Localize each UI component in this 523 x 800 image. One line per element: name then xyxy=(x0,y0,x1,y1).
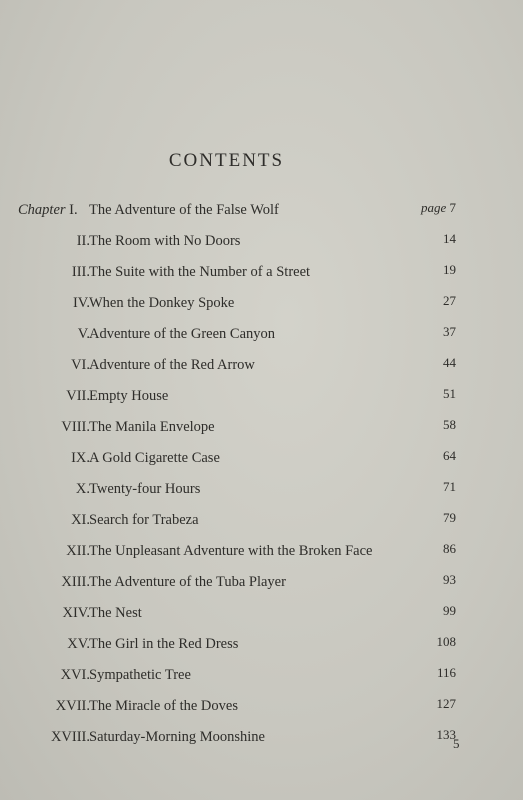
chapter-page: 127 xyxy=(436,696,456,711)
chapter-page: 58 xyxy=(443,417,456,432)
toc-entry xyxy=(0,260,523,291)
chapter-title: Sympathetic Tree xyxy=(89,667,191,683)
chapter-number: IV. xyxy=(72,295,90,311)
chapter-title: Saturday-Morning Moonshine xyxy=(89,729,265,745)
chapter-number xyxy=(18,198,78,222)
chapter-page: 99 xyxy=(443,603,456,618)
chapter-number: XVII. xyxy=(55,698,90,714)
chapter-page: 51 xyxy=(443,386,456,401)
chapter-page: 37 xyxy=(443,324,456,339)
chapter-title: When the Donkey Spoke xyxy=(89,295,235,311)
chapter-title: The Suite with the Number of a Street xyxy=(89,264,311,280)
chapter-title: Adventure of the Green Canyon xyxy=(89,326,276,342)
toc-entry xyxy=(0,477,523,508)
chapter-title: The Adventure of the False Wolf xyxy=(89,202,279,218)
table-of-contents xyxy=(0,198,523,756)
toc-entry xyxy=(0,508,523,539)
chapter-title: A Gold Cigarette Case xyxy=(89,450,220,466)
chapter-number: II. xyxy=(76,233,90,249)
chapter-number: XV. xyxy=(67,636,90,652)
chapter-title: The Adventure of the Tuba Player xyxy=(89,574,286,590)
toc-entry xyxy=(0,291,523,322)
chapter-page: 86 xyxy=(443,541,456,556)
chapter-title: The Unpleasant Adventure with the Broken Face xyxy=(89,543,373,559)
toc-entry xyxy=(0,632,523,663)
toc-entry xyxy=(0,198,523,229)
toc-entry xyxy=(0,384,523,415)
chapter-number: XIII. xyxy=(61,574,90,590)
chapter-title: The Room with No Doors xyxy=(89,233,241,249)
toc-entry xyxy=(0,539,523,570)
chapter-number: XVIII. xyxy=(50,729,90,745)
chapter-number: V. xyxy=(77,326,90,342)
chapter-title: The Manila Envelope xyxy=(89,419,215,435)
chapter-title: The Nest xyxy=(89,605,142,621)
toc-entry xyxy=(0,570,523,601)
chapter-number: XIV. xyxy=(62,605,90,621)
toc-entry xyxy=(0,229,523,260)
chapter-page: 79 xyxy=(443,510,456,525)
toc-entry xyxy=(0,415,523,446)
chapter-number: X. xyxy=(75,481,90,497)
chapter-page: 133 xyxy=(436,727,456,742)
page-word: page xyxy=(420,200,447,215)
chapter-page: 64 xyxy=(443,448,456,463)
toc-entry xyxy=(0,725,523,756)
chapter-page: 19 xyxy=(443,262,456,277)
chapter-number: VII. xyxy=(66,388,90,404)
chapter-title: Adventure of the Red Arrow xyxy=(89,357,255,373)
toc-entry xyxy=(0,446,523,477)
chapter-number: VI. xyxy=(71,357,90,373)
chapter-page: 93 xyxy=(443,572,456,587)
toc-entry xyxy=(0,353,523,384)
chapter-page: 116 xyxy=(436,665,456,680)
toc-entry xyxy=(0,694,523,725)
chapter-number: XI. xyxy=(71,512,90,528)
chapter-page: 14 xyxy=(443,231,456,246)
chapter-page: 71 xyxy=(443,479,456,494)
chapter-number: XII. xyxy=(66,543,90,559)
chapter-number: VIII. xyxy=(61,419,90,435)
chapter-word: Chapter xyxy=(18,202,66,218)
chapter-title: Twenty-four Hours xyxy=(89,481,201,497)
chapter-number: IX. xyxy=(71,450,90,466)
chapter-numeral: I. xyxy=(69,202,78,218)
chapter-page: 27 xyxy=(443,293,456,308)
toc-entry xyxy=(0,322,523,353)
chapter-number: III. xyxy=(71,264,90,280)
chapter-title: The Girl in the Red Dress xyxy=(89,636,239,652)
chapter-page: 44 xyxy=(443,355,456,370)
chapter-title: Search for Trabeza xyxy=(89,512,199,528)
chapter-page xyxy=(421,196,456,220)
toc-entry xyxy=(0,663,523,694)
page-number: 7 xyxy=(449,200,456,215)
chapter-page: 108 xyxy=(436,634,456,649)
toc-entry xyxy=(0,601,523,632)
chapter-title: The Miracle of the Doves xyxy=(89,698,238,714)
chapter-number: XVI. xyxy=(60,667,90,683)
chapter-title: Empty House xyxy=(89,388,169,404)
folio-page-number: 5 xyxy=(453,736,460,751)
contents-heading: CONTENTS xyxy=(168,150,285,171)
